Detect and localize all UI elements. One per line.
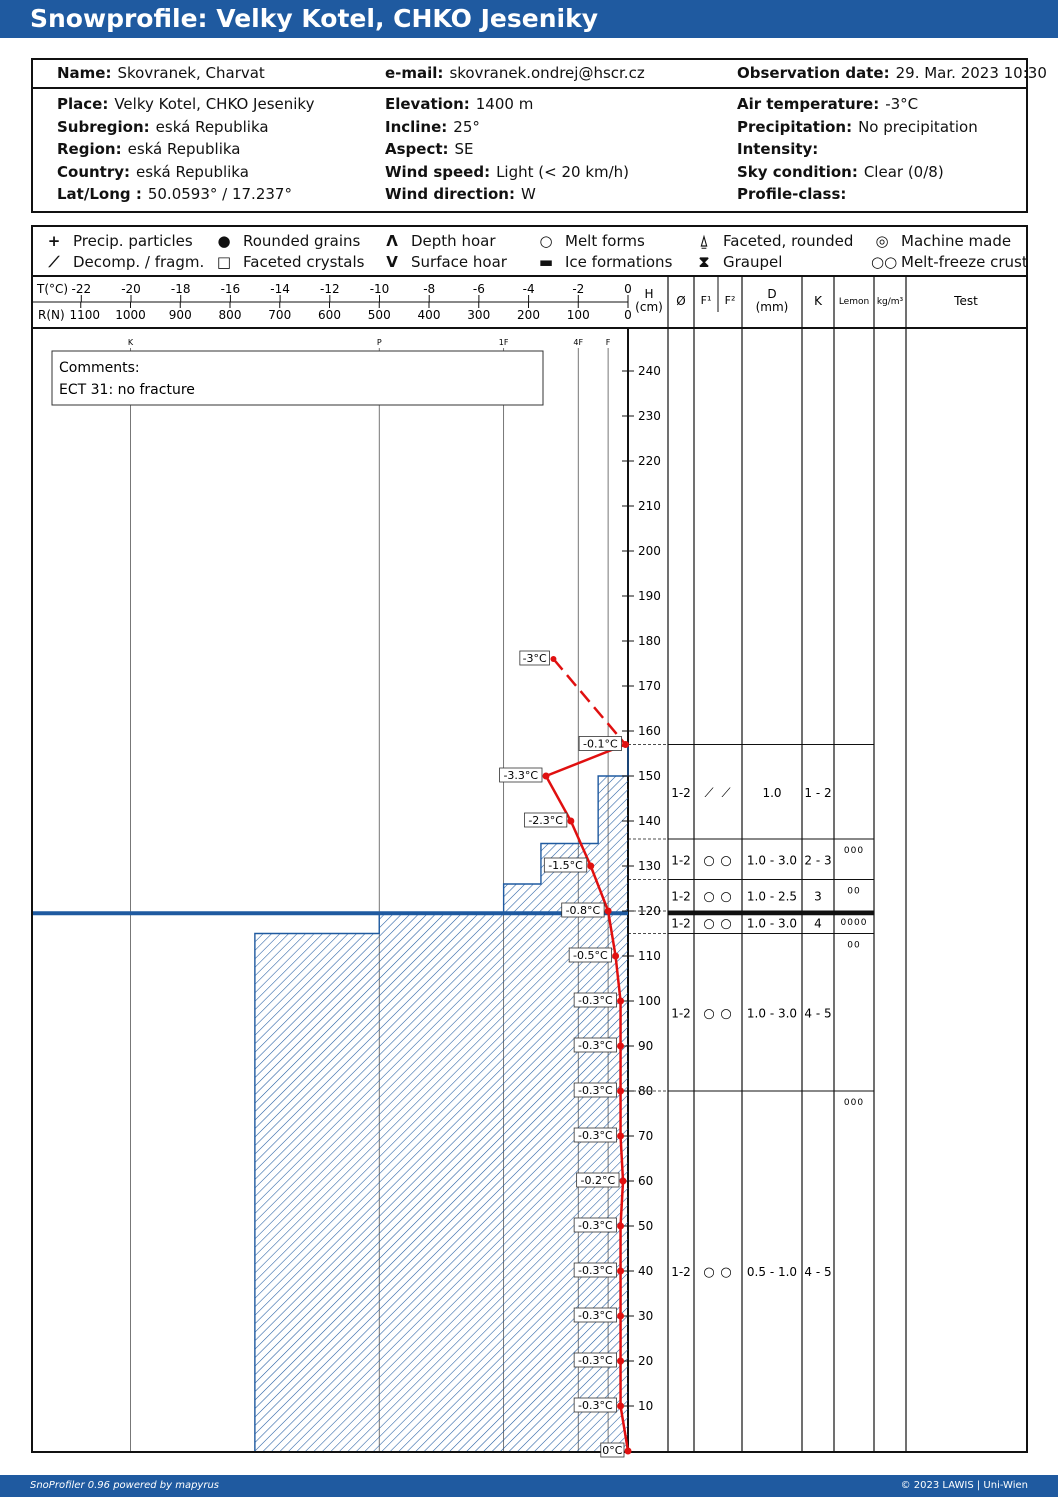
observer-name: Name: Skovranek, Charvat bbox=[57, 64, 265, 82]
layer-f2-icon: ○ bbox=[720, 853, 732, 869]
layer-lemon: 0000 bbox=[840, 918, 868, 928]
layer-f2-icon: ○ bbox=[720, 889, 732, 905]
legend-label: Graupel bbox=[723, 253, 783, 271]
f2-header: F² bbox=[724, 294, 736, 307]
t-tick-label: -16 bbox=[220, 282, 241, 296]
legend-symbol-icon: Λ bbox=[386, 232, 398, 250]
r-tick-label: 400 bbox=[417, 308, 441, 322]
t-tick-label: -20 bbox=[121, 282, 141, 296]
legend-label: Faceted, rounded bbox=[723, 232, 854, 250]
hand-hardness-label: P bbox=[376, 338, 382, 347]
r-tick-label: 200 bbox=[517, 308, 540, 322]
layer-grain-size: 1-2 bbox=[671, 1006, 691, 1021]
layer-f1-icon: ⟋ bbox=[704, 785, 714, 801]
comments-label: Comments: bbox=[59, 360, 140, 376]
temperature-label: -0.3°C bbox=[578, 1309, 613, 1322]
resistance-bar bbox=[598, 776, 628, 844]
legend-symbol-icon: ⧗ bbox=[698, 253, 710, 271]
layer-k: 2 - 3 bbox=[804, 853, 832, 868]
t-tick-label: -14 bbox=[270, 282, 290, 296]
layer-d: 0.5 - 1.0 bbox=[746, 1265, 798, 1279]
temperature-label: -0.3°C bbox=[578, 1399, 613, 1412]
h-tick-label: 60 bbox=[638, 1174, 654, 1188]
t-tick-label: -12 bbox=[319, 282, 340, 296]
footer-copyright: © 2023 LAWIS | Uni-Wien bbox=[900, 1480, 1028, 1491]
temperature-point bbox=[617, 998, 624, 1005]
h-tick-label: 90 bbox=[638, 1039, 654, 1053]
density-header: kg/m³ bbox=[876, 297, 904, 307]
t-tick-label: -8 bbox=[423, 282, 436, 296]
temperature-label: 0°C bbox=[602, 1444, 623, 1457]
layer-grain-size: 1-2 bbox=[671, 853, 691, 868]
legend-label: Ice formations bbox=[565, 253, 673, 271]
legend-label: Machine made bbox=[901, 232, 1012, 250]
layer-d: 1.0 - 3.0 bbox=[746, 853, 798, 868]
h-tick-label: 20 bbox=[638, 1354, 654, 1368]
layer-d: 1.0 - 3.0 bbox=[746, 916, 798, 931]
temperature-label: -2.3°C bbox=[528, 814, 563, 827]
temperature-point bbox=[617, 1133, 624, 1140]
h-tick-label: 170 bbox=[638, 679, 661, 693]
info-col1-row-2: Region: eská Republika bbox=[57, 140, 241, 158]
t-tick-label: -10 bbox=[369, 282, 390, 296]
h-tick-label: 140 bbox=[638, 814, 661, 828]
layer-grain-size: 1-2 bbox=[671, 785, 691, 800]
layer-d: 1.0 - 3.0 bbox=[746, 1006, 798, 1021]
temperature-label: -0.3°C bbox=[578, 1219, 613, 1232]
h-tick-label: 210 bbox=[638, 499, 661, 513]
layer-f2-icon: ○ bbox=[720, 916, 732, 932]
resistance-bar bbox=[255, 934, 628, 1452]
legend-symbol-icon: ○○ bbox=[871, 253, 898, 271]
legend-symbol-icon: ● bbox=[217, 232, 231, 250]
info-col2-row-0: Elevation: 1400 m bbox=[385, 95, 534, 113]
info-col2-row-2: Aspect: SE bbox=[385, 140, 474, 158]
temperature-point bbox=[620, 1178, 627, 1185]
layer-grain-size: 1-2 bbox=[671, 916, 691, 931]
temperature-point bbox=[617, 1043, 624, 1050]
layer-k: 4 bbox=[814, 916, 822, 931]
t-tick-label: -18 bbox=[170, 282, 191, 296]
layer-lemon: 000 bbox=[843, 846, 865, 856]
d-unit: (mm) bbox=[755, 300, 789, 314]
temperature-point bbox=[617, 1223, 624, 1230]
f1-header: F¹ bbox=[700, 294, 712, 307]
hand-hardness-label: 4F bbox=[573, 338, 584, 347]
t-tick-label: -22 bbox=[71, 282, 92, 296]
h-tick-label: 80 bbox=[638, 1084, 654, 1098]
temperature-point bbox=[612, 953, 619, 960]
legend-symbol-icon: □ bbox=[216, 253, 232, 271]
r-tick-label: 300 bbox=[467, 308, 491, 322]
legend-symbol-icon: ○ bbox=[539, 232, 553, 250]
footer-credit: SnoProfiler 0.96 powered by mapyrus bbox=[30, 1480, 220, 1491]
t-axis-label: T(°C) bbox=[37, 282, 69, 296]
h-tick-label: 220 bbox=[638, 454, 661, 468]
layer-k: 3 bbox=[814, 889, 822, 904]
temperature-point bbox=[567, 818, 574, 825]
h-tick-label: 70 bbox=[638, 1129, 654, 1143]
r-tick-label: 1100 bbox=[69, 308, 101, 322]
hand-hardness-label: 1F bbox=[498, 338, 509, 347]
layer-lemon: 000 bbox=[843, 1098, 865, 1108]
h-tick-label: 10 bbox=[638, 1399, 654, 1413]
layer-f1-icon: ○ bbox=[703, 889, 715, 905]
info-col1-row-4: Lat/Long : 50.0593° / 17.237° bbox=[57, 185, 292, 203]
info-col3-row-4: Profile-class: bbox=[737, 185, 847, 203]
temperature-label: -0.3°C bbox=[578, 1354, 613, 1367]
legend-symbol-icon: ◎ bbox=[875, 232, 889, 250]
air-temperature-point bbox=[550, 656, 556, 662]
h-tick-label: 150 bbox=[638, 769, 661, 783]
h-tick-label: 130 bbox=[638, 859, 661, 873]
r-tick-label: 900 bbox=[168, 308, 192, 322]
layer-f2-icon: ⟋ bbox=[721, 785, 731, 801]
info-col3-row-0: Air temperature: -3°C bbox=[737, 95, 919, 113]
temperature-label: -0.3°C bbox=[578, 1039, 613, 1052]
legend-label: Rounded grains bbox=[243, 232, 361, 250]
layer-k: 4 - 5 bbox=[804, 1006, 832, 1021]
observer-email: e-mail: skovranek.ondrej@hscr.cz bbox=[385, 64, 645, 82]
air-temperature-label: -3°C bbox=[522, 652, 547, 665]
legend-label: Melt forms bbox=[565, 232, 645, 250]
legend-label: Melt-freeze crust bbox=[901, 253, 1028, 271]
temperature-point bbox=[617, 1268, 624, 1275]
legend-symbol-icon: ⟋ bbox=[48, 253, 60, 271]
legend-symbol-icon: ⍙ bbox=[699, 232, 709, 250]
temperature-label: -0.3°C bbox=[578, 1264, 613, 1277]
h-tick-label: 110 bbox=[638, 949, 661, 963]
temperature-label: -0.2°C bbox=[580, 1174, 616, 1187]
temperature-point bbox=[605, 908, 612, 915]
layer-f1-icon: ○ bbox=[703, 853, 715, 869]
layer-k: 1 - 2 bbox=[804, 785, 832, 800]
layer-k: 4 - 5 bbox=[804, 1265, 832, 1279]
info-col3-row-1: Precipitation: No precipitation bbox=[737, 117, 978, 136]
info-col3-row-3: Sky condition: Clear (0/8) bbox=[737, 162, 944, 181]
temperature-point bbox=[587, 863, 594, 870]
h-header: H bbox=[644, 287, 654, 301]
r-tick-label: 100 bbox=[566, 308, 590, 322]
lemon-header: Lemon bbox=[838, 297, 870, 307]
footer bbox=[0, 1475, 1058, 1497]
h-tick-label: 180 bbox=[638, 634, 661, 648]
h-tick-label: 100 bbox=[638, 994, 661, 1008]
layer-d: 1.0 bbox=[762, 785, 782, 800]
layer-lemon: 00 bbox=[847, 886, 861, 897]
r-tick-label: 700 bbox=[268, 308, 292, 322]
layer-f1-icon: ○ bbox=[703, 916, 715, 932]
legend-label: Faceted crystals bbox=[243, 253, 365, 271]
k-header: K bbox=[814, 294, 822, 308]
h-tick-label: 240 bbox=[638, 364, 661, 378]
t-tick-label: 0 bbox=[624, 282, 632, 296]
legend-label: Depth hoar bbox=[411, 232, 496, 250]
r-tick-label: 500 bbox=[367, 308, 391, 322]
legend-label: Precip. particles bbox=[73, 232, 193, 250]
observation-date: Observation date: 29. Mar. 2023 10:30 bbox=[737, 64, 1047, 82]
temperature-point bbox=[617, 1313, 624, 1320]
temperature-label: -3.3°C bbox=[503, 769, 539, 782]
hand-hardness-label: K bbox=[127, 338, 134, 347]
r-tick-label: 1000 bbox=[115, 308, 146, 322]
r-tick-label: 800 bbox=[218, 308, 242, 322]
t-tick-label: -4 bbox=[522, 282, 535, 296]
info-col2-row-4: Wind direction: W bbox=[385, 185, 536, 203]
r-tick-label: 0 bbox=[624, 308, 632, 322]
info-col1-row-0: Place: Velky Kotel, CHKO Jeseniky bbox=[57, 95, 315, 113]
info-col2-row-1: Incline: 25° bbox=[385, 117, 480, 136]
comments-text: ECT 31: no fracture bbox=[59, 382, 195, 398]
legend-label: Surface hoar bbox=[411, 253, 507, 271]
r-axis-label: R(N) bbox=[38, 308, 65, 322]
h-tick-label: 230 bbox=[638, 409, 661, 423]
t-tick-label: -6 bbox=[472, 282, 485, 296]
temperature-point bbox=[617, 1403, 624, 1410]
page-title: Snowprofile: Velky Kotel, CHKO Jeseniky bbox=[30, 4, 599, 33]
temperature-label: -0.3°C bbox=[578, 994, 613, 1007]
temperature-label: -0.3°C bbox=[578, 1084, 613, 1097]
temperature-label: -0.5°C bbox=[573, 949, 608, 962]
layer-f1-icon: ○ bbox=[703, 1006, 715, 1022]
temperature-point bbox=[617, 1088, 624, 1095]
h-tick-label: 190 bbox=[638, 589, 661, 603]
info-col1-row-1: Subregion: eská Republika bbox=[57, 117, 269, 136]
info-col1-row-3: Country: eská Republika bbox=[57, 162, 249, 181]
layer-grain-size: 1-2 bbox=[671, 1265, 691, 1279]
h-tick-label: 160 bbox=[638, 724, 661, 738]
layer-f2-icon: ○ bbox=[720, 1006, 732, 1022]
d-header: D bbox=[767, 287, 777, 301]
t-tick-label: -2 bbox=[572, 282, 585, 296]
air-temperature-line bbox=[553, 659, 625, 745]
h-tick-label: 40 bbox=[638, 1264, 654, 1278]
h-tick-label: 200 bbox=[638, 544, 661, 558]
temperature-label: -0.1°C bbox=[582, 737, 618, 751]
grain-size-header: Ø bbox=[676, 294, 686, 308]
hand-hardness-label: F bbox=[605, 338, 611, 347]
h-tick-label: 50 bbox=[638, 1219, 654, 1233]
temperature-point bbox=[617, 1358, 624, 1365]
legend-symbol-icon: + bbox=[47, 232, 61, 250]
info-col2-row-3: Wind speed: Light (< 20 km/h) bbox=[385, 162, 630, 181]
info-col3-row-2: Intensity: bbox=[737, 140, 819, 158]
legend-symbol-icon: ▬ bbox=[538, 253, 554, 271]
temperature-point bbox=[542, 773, 549, 780]
temperature-label: -0.3°C bbox=[578, 1129, 613, 1142]
temperature-label: -0.8°C bbox=[565, 904, 601, 917]
temperature-point bbox=[622, 741, 629, 748]
layer-lemon: 00 bbox=[847, 940, 861, 951]
r-tick-label: 600 bbox=[318, 308, 341, 322]
h-tick-label: 120 bbox=[638, 904, 661, 918]
temperature-label: -1.5°C bbox=[548, 859, 583, 872]
temperature-point bbox=[625, 1448, 632, 1455]
test-header: Test bbox=[954, 294, 978, 308]
h-tick-label: 30 bbox=[638, 1309, 654, 1323]
layer-d: 1.0 - 2.5 bbox=[746, 889, 798, 904]
h-unit: (cm) bbox=[635, 300, 663, 314]
legend-symbol-icon: V bbox=[386, 253, 398, 271]
layer-f2-icon: ○ bbox=[720, 1265, 732, 1280]
legend-label: Decomp. / fragm. bbox=[73, 253, 205, 271]
layer-f1-icon: ○ bbox=[703, 1265, 715, 1280]
layer-grain-size: 1-2 bbox=[671, 889, 691, 904]
